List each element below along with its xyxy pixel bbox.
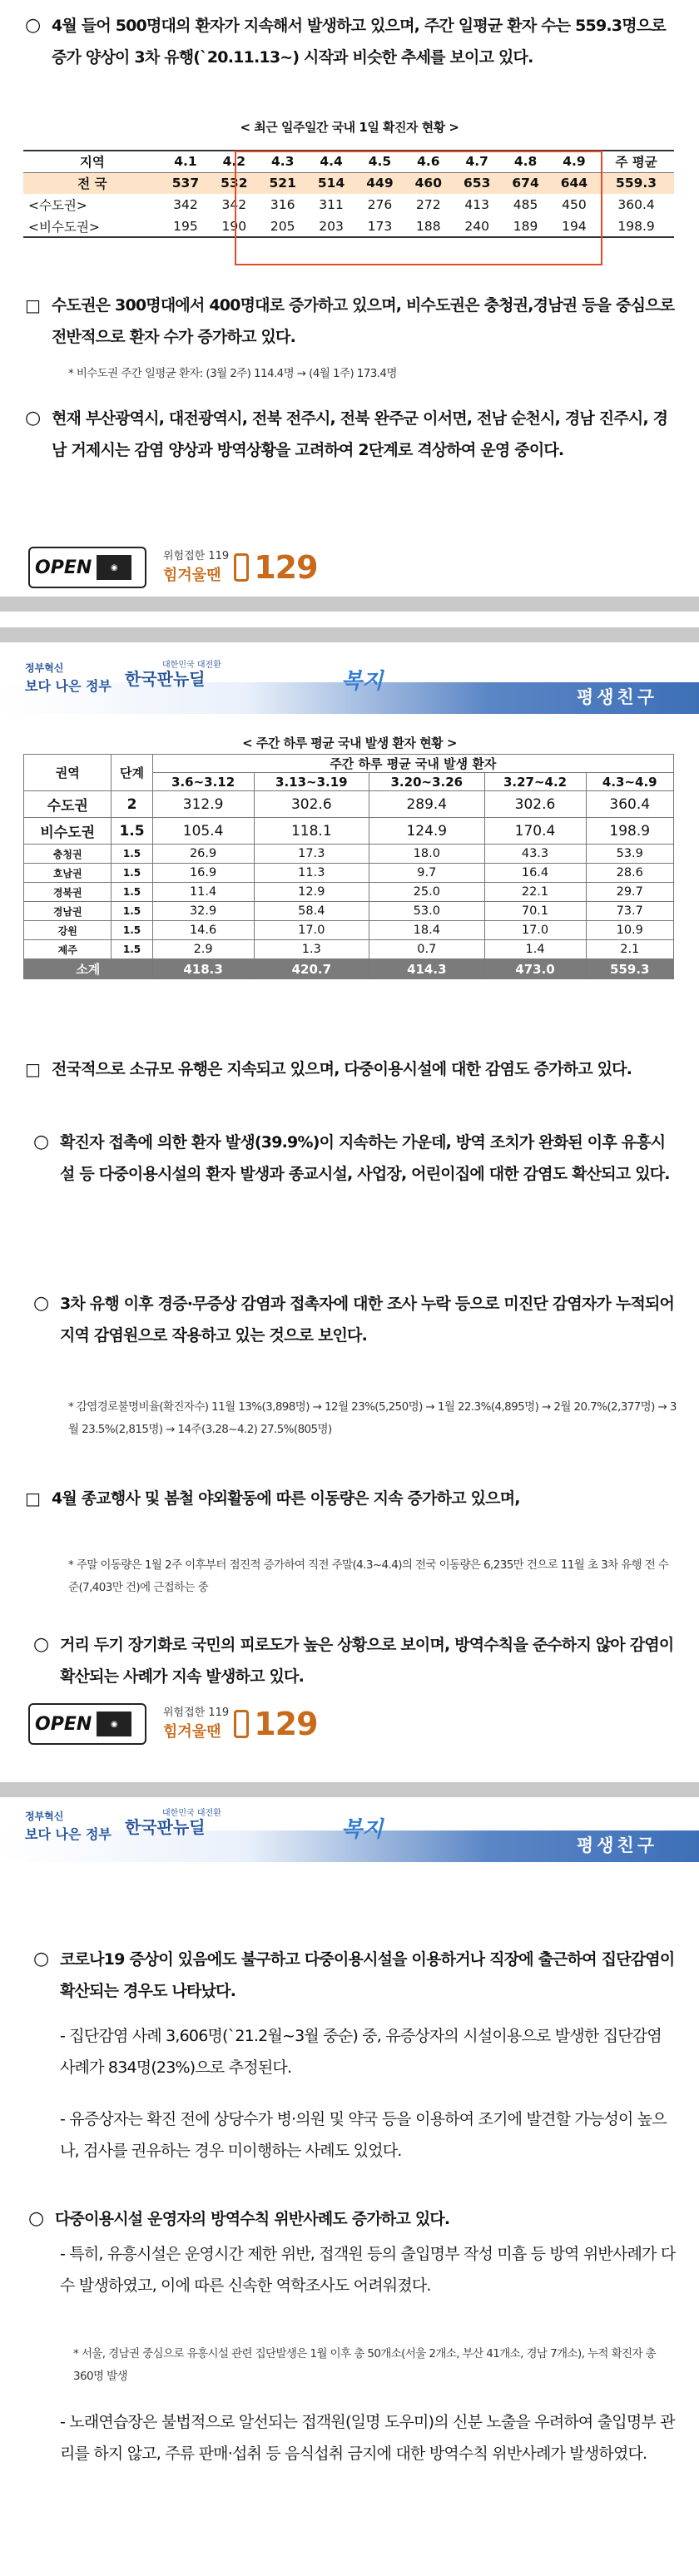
table-header-cell: 지역 bbox=[23, 151, 161, 172]
region-cell: 호남권 bbox=[24, 864, 112, 883]
table-caption: < 최근 일주일간 국내 1일 확진자 현황 > bbox=[240, 120, 459, 135]
square-bullet: □ bbox=[25, 1489, 41, 1508]
header-level: 단계 bbox=[112, 755, 152, 791]
hotline-number: 129 bbox=[254, 549, 318, 586]
square-bullet: □ bbox=[25, 1059, 41, 1079]
table-header-cell: 4.6 bbox=[404, 151, 453, 172]
header-period: 3.27~4.2 bbox=[484, 773, 586, 791]
table-header-cell: 4.9 bbox=[550, 151, 598, 172]
footnote: * 서울, 경남권 중심으로 유흥시설 관련 집단발생은 1월 이후 총 50개소(서울 2개소, 부산 41개소, 경남 7개소), 누적 확진자 총 360명 발생 bbox=[73, 2347, 657, 2383]
table-cell: 28.6 bbox=[586, 864, 674, 883]
header-period: 3.6~3.12 bbox=[152, 773, 254, 791]
paragraph: 3차 유행 이후 경증·무증상 감염과 접촉자에 대한 조사 누락 등으로 미진단 감염자가 누적되어 지역 감염원으로 작용하고 있는 것으로 보인다. bbox=[60, 1295, 675, 1345]
table-cell: 532 bbox=[210, 172, 258, 194]
table-cell: 276 bbox=[367, 197, 393, 212]
region-cell: 비수도권 bbox=[24, 818, 112, 845]
table-cell: 118.1 bbox=[254, 818, 369, 845]
hotline-badge bbox=[163, 1706, 318, 1742]
table-cell: 1.4 bbox=[484, 940, 586, 959]
table-cell: 25.0 bbox=[369, 883, 484, 902]
table-row bbox=[24, 921, 674, 940]
level-cell: 1.5 bbox=[112, 921, 152, 940]
level-cell: 2 bbox=[112, 791, 152, 818]
hotline-small-text: 위험접한 119 bbox=[163, 550, 230, 562]
paragraph: - 집단감염 사례 3,606명(`21.2월~3월 중순) 중, 유증상자의 시설이용으로 발생한 집단감염 사례가 834명(23%)으로 추정된다. bbox=[60, 2027, 662, 2077]
region-cell: 충청권 bbox=[24, 845, 112, 864]
footer-logos bbox=[28, 542, 318, 592]
table-cell: 124.9 bbox=[369, 818, 484, 845]
table-cell: 17.3 bbox=[254, 845, 369, 864]
level-cell: 1.5 bbox=[112, 845, 152, 864]
table-cell: 2.9 bbox=[152, 940, 254, 959]
table-cell: 17.0 bbox=[484, 921, 586, 940]
highlight-box bbox=[235, 151, 602, 265]
table-cell: 198.9 bbox=[586, 818, 674, 845]
table-cell: 10.9 bbox=[586, 921, 674, 940]
header-banner bbox=[0, 656, 699, 714]
table-header-cell: 4.7 bbox=[453, 151, 501, 172]
paragraph: - 유증상자는 확진 전에 상당수가 병·의원 및 약국 등을 이용하여 조기에 발견할 가능성이 높으나, 검사를 권유하는 경우 미이행하는 사례도 있었다. bbox=[60, 2110, 667, 2160]
table-cell: 514 bbox=[307, 172, 355, 194]
table-header-cell: 4.1 bbox=[161, 151, 210, 172]
table-cell: 29.7 bbox=[586, 883, 674, 902]
paragraph: - 노래연습장은 불법적으로 알선되는 접객원(일명 도우미)의 신분 노출을 우려하여 출입명부 관리를 하지 않고, 주류 판매·섭취 등 음식섭취 금지에 대한 방역수칙 위반사례가 발생하였다. bbox=[60, 2413, 675, 2463]
row-label: 전 국 bbox=[23, 172, 161, 194]
table-cell: 2.1 bbox=[586, 940, 674, 959]
banner-title: 평생친구 bbox=[576, 1835, 657, 1855]
row-label: <수도권> bbox=[28, 198, 87, 213]
table-row bbox=[24, 940, 674, 959]
square-bullet: □ bbox=[25, 295, 41, 315]
open-license-badge bbox=[28, 1703, 146, 1745]
page-separator bbox=[0, 1782, 699, 1797]
table-cell: 473.0 bbox=[484, 959, 586, 979]
table-cell: 203 bbox=[307, 215, 355, 237]
table-cell: 11.3 bbox=[254, 864, 369, 883]
header-period: 3.13~3.19 bbox=[254, 773, 369, 791]
table-cell: 198.9 bbox=[598, 215, 674, 237]
gov-slogan: 보다 나은 정부 bbox=[25, 678, 112, 694]
table-cell: 449 bbox=[355, 172, 404, 194]
table-cell: 1.3 bbox=[254, 940, 369, 959]
open-label: OPEN bbox=[35, 1713, 92, 1735]
hotline-big-text: 힘겨울땐 bbox=[163, 567, 221, 584]
table-cell: 195 bbox=[161, 215, 210, 237]
gov-slogan: 보다 나은 정부 bbox=[25, 1826, 112, 1842]
new-deal-logo: 한국판뉴딜 bbox=[125, 669, 206, 689]
header-banner bbox=[0, 1804, 699, 1862]
table-header-cell: 4.5 bbox=[355, 151, 404, 172]
table-header-cell: 주 평균 bbox=[598, 151, 674, 172]
paragraph: 4월 들어 500명대의 환자가 지속해서 발생하고 있으며, 주간 일평균 환자 수는 559.3명으로 증가 양상이 3차 유행(`20.11.13~) 시작과 비슷한 추세를 보이고 있다. bbox=[52, 17, 666, 67]
table-cell: 73.7 bbox=[586, 902, 674, 921]
table-cell: 316 bbox=[270, 197, 295, 212]
table-cell: 18.4 bbox=[369, 921, 484, 940]
license-icon: ◉ bbox=[97, 555, 131, 580]
circle-bullet: ○ bbox=[33, 1634, 50, 1655]
table-cell: 342 bbox=[173, 197, 198, 212]
table-cell: 485 bbox=[513, 197, 538, 212]
table-cell: 105.4 bbox=[152, 818, 254, 845]
hotline-badge bbox=[163, 549, 318, 586]
paragraph: 전국적으로 소규모 유행은 지속되고 있으며, 다중이용시설에 대한 감염도 증가하고 있다. bbox=[52, 1060, 632, 1078]
table-cell: 450 bbox=[562, 197, 587, 212]
table-cell: 12.9 bbox=[254, 883, 369, 902]
footnote: * 주말 이동량은 1월 2주 이후부터 점진적 증가하여 직전 주말(4.3~4.4)의 전국 이동량은 6,235만 건으로 11월 초 3차 유행 전 수준(7,403만 건)에 근접하는 중 bbox=[68, 1558, 669, 1594]
table-cell: 22.1 bbox=[484, 883, 586, 902]
table-cell: 272 bbox=[416, 197, 441, 212]
page-3 bbox=[0, 1797, 699, 2576]
region-cell: 강원 bbox=[24, 921, 112, 940]
table-cell: 32.9 bbox=[152, 902, 254, 921]
table-row bbox=[24, 864, 674, 883]
level-cell: 1.5 bbox=[112, 902, 152, 921]
table-cell: 26.9 bbox=[152, 845, 254, 864]
paragraph: - 특히, 유흥시설은 운영시간 제한 위반, 접객원 등의 출입명부 작성 미흡 등 방역 위반사례가 다수 발생하였고, 이에 따른 신속한 역학조사도 어려워졌다. bbox=[60, 2245, 676, 2295]
header-group: 주간 하루 평균 국내 발생 환자 bbox=[152, 755, 673, 773]
footnote: * 비수도권 주간 일평균 환자: (3월 2주) 114.4명 → (4월 1주) 173.4명 bbox=[68, 367, 397, 380]
level-cell: 1.5 bbox=[112, 864, 152, 883]
level-cell: 1.5 bbox=[112, 883, 152, 902]
table-cell: 342 bbox=[221, 197, 247, 212]
table-cell: 420.7 bbox=[254, 959, 369, 979]
table-cell: 190 bbox=[210, 215, 258, 237]
table-header-cell: 4.2 bbox=[210, 151, 258, 172]
paragraph: 4월 종교행사 및 봄철 야외활동에 따른 이동량은 지속 증가하고 있으며, bbox=[52, 1489, 520, 1508]
phone-icon bbox=[234, 1710, 249, 1738]
page-1 bbox=[0, 0, 699, 597]
table-cell: 460 bbox=[404, 172, 453, 194]
page-2 bbox=[0, 642, 699, 1797]
circle-bullet: ○ bbox=[28, 2208, 45, 2229]
banner-title: 평생친구 bbox=[576, 687, 657, 707]
footer-logos bbox=[28, 1699, 318, 1749]
level-cell: 1.5 bbox=[112, 818, 152, 845]
table-cell: 53.9 bbox=[586, 845, 674, 864]
table-cell: 58.4 bbox=[254, 902, 369, 921]
hotline-number: 129 bbox=[254, 1706, 318, 1742]
table-row bbox=[24, 883, 674, 902]
table-cell: 170.4 bbox=[484, 818, 586, 845]
total-label: 소계 bbox=[24, 959, 153, 979]
open-label: OPEN bbox=[35, 557, 92, 578]
table-cell: 9.7 bbox=[369, 864, 484, 883]
region-cell: 경남권 bbox=[24, 902, 112, 921]
table-cell: 194 bbox=[550, 215, 598, 237]
table-cell: 302.6 bbox=[484, 791, 586, 818]
table-cell: 289.4 bbox=[369, 791, 484, 818]
bokji-logo: 복지 bbox=[341, 669, 384, 694]
header-period: 3.20~3.26 bbox=[369, 773, 484, 791]
table-cell: 414.3 bbox=[369, 959, 484, 979]
region-cell: 수도권 bbox=[24, 791, 112, 818]
circle-bullet: ○ bbox=[33, 1132, 50, 1152]
paragraph: 거리 두기 장기화로 국민의 피로도가 높은 상황으로 보이며, 방역수칙을 준수하지 않아 감염이 확산되는 사례가 지속 발생하고 있다. bbox=[60, 1636, 674, 1686]
table-cell: 16.4 bbox=[484, 864, 586, 883]
table-cell: 312.9 bbox=[152, 791, 254, 818]
header-period: 4.3~4.9 bbox=[586, 773, 674, 791]
table-cell: 302.6 bbox=[254, 791, 369, 818]
table-cell: 360.4 bbox=[617, 197, 655, 212]
table-header-cell: 4.8 bbox=[501, 151, 549, 172]
table-header-cell: 4.3 bbox=[259, 151, 307, 172]
table-row bbox=[24, 818, 674, 845]
table-cell: 559.3 bbox=[598, 172, 674, 194]
table-cell: 537 bbox=[161, 172, 210, 194]
license-icon: ◉ bbox=[97, 1712, 131, 1736]
paragraph: 코로나19 증상이 있음에도 불구하고 다중이용시설을 이용하거나 직장에 출근하여 집단감염이 확산되는 경우도 나타났다. bbox=[60, 1950, 675, 2000]
hotline-small-text: 위험접한 119 bbox=[163, 1707, 230, 1719]
table-header-row bbox=[24, 755, 674, 773]
table-cell: 0.7 bbox=[369, 940, 484, 959]
table-cell: 188 bbox=[404, 215, 453, 237]
page-separator bbox=[0, 597, 699, 612]
table-cell: 189 bbox=[501, 215, 549, 237]
new-deal-subtitle: 대한민국 대전환 bbox=[162, 661, 221, 670]
table-cell: 14.6 bbox=[152, 921, 254, 940]
table-cell: 11.4 bbox=[152, 883, 254, 902]
new-deal-logo: 한국판뉴딜 bbox=[125, 1817, 206, 1837]
table-cell: 43.3 bbox=[484, 845, 586, 864]
paragraph: 현재 부산광역시, 대전광역시, 전북 전주시, 전북 완주군 이서면, 전남 순천시, 경남 진주시, 경남 거제시는 감염 양상과 방역상황을 고려하여 2단계로 격상하여 운영 중이다. bbox=[52, 409, 668, 459]
circle-bullet: ○ bbox=[33, 1949, 50, 1969]
new-deal-subtitle: 대한민국 대전환 bbox=[162, 1809, 221, 1818]
header-region: 권역 bbox=[24, 755, 112, 791]
hotline-big-text: 힘겨울땐 bbox=[163, 1723, 221, 1741]
table-cell: 674 bbox=[501, 172, 549, 194]
table-cell: 644 bbox=[550, 172, 598, 194]
table-cell: 311 bbox=[319, 197, 344, 212]
page-separator bbox=[0, 627, 699, 642]
circle-bullet: ○ bbox=[33, 1293, 50, 1314]
region-cell: 경북권 bbox=[24, 883, 112, 902]
circle-bullet: ○ bbox=[25, 408, 42, 429]
table-caption: < 주간 하루 평균 국내 발생 환자 현황 > bbox=[242, 736, 457, 751]
weekly-average-table bbox=[23, 754, 674, 979]
level-cell: 1.5 bbox=[112, 940, 152, 959]
table-cell: 521 bbox=[259, 172, 307, 194]
table-cell: 360.4 bbox=[586, 791, 674, 818]
gov-slogan-top: 정부혁신 bbox=[25, 662, 64, 674]
open-license-badge bbox=[28, 547, 146, 588]
table-cell: 70.1 bbox=[484, 902, 586, 921]
table-row bbox=[24, 845, 674, 864]
table-cell: 173 bbox=[355, 215, 404, 237]
paragraph: 다중이용시설 운영자의 방역수칙 위반사례도 증가하고 있다. bbox=[55, 2210, 450, 2228]
table-cell: 205 bbox=[259, 215, 307, 237]
table-cell: 418.3 bbox=[152, 959, 254, 979]
table-cell: 53.0 bbox=[369, 902, 484, 921]
table-cell: 16.9 bbox=[152, 864, 254, 883]
gov-slogan-top: 정부혁신 bbox=[25, 1811, 64, 1822]
table-cell: 653 bbox=[453, 172, 501, 194]
phone-icon bbox=[234, 553, 249, 582]
table-cell: 17.0 bbox=[254, 921, 369, 940]
table-row bbox=[24, 902, 674, 921]
bokji-logo: 복지 bbox=[341, 1817, 384, 1842]
table-cell: 413 bbox=[464, 197, 489, 212]
table-row bbox=[24, 791, 674, 818]
footnote: * 감염경로불명비율(확진자수) 11월 13%(3,898명) → 12월 23%(5,250명) → 1월 22.3%(4,895명) → 2월 20.7%(2,377명) → 3월 23.5%(2,815명) → 14주(3.28~4.2) 27.5%(805명) bbox=[68, 1400, 677, 1436]
paragraph: 수도권은 300명대에서 400명대로 증가하고 있으며, 비수도권은 충청권,경남권 등을 중심으로 전반적으로 환자 수가 증가하고 있다. bbox=[52, 296, 675, 346]
table-total-row bbox=[24, 959, 674, 979]
table-cell: 18.0 bbox=[369, 845, 484, 864]
table-cell: 559.3 bbox=[586, 959, 674, 979]
paragraph: 확진자 접촉에 의한 환자 발생(39.9%)이 지속하는 가운데, 방역 조치가 완화된 이후 유흥시설 등 다중이용시설의 환자 발생과 종교시설, 사업장, 어린이집에 대한 감염도 확산되고 있다. bbox=[60, 1133, 670, 1183]
row-label: <비수도권> bbox=[23, 215, 161, 237]
page-gap bbox=[0, 612, 699, 627]
table-cell: 240 bbox=[453, 215, 501, 237]
region-cell: 제주 bbox=[24, 940, 112, 959]
circle-bullet: ○ bbox=[25, 15, 42, 36]
table-header-cell: 4.4 bbox=[307, 151, 355, 172]
